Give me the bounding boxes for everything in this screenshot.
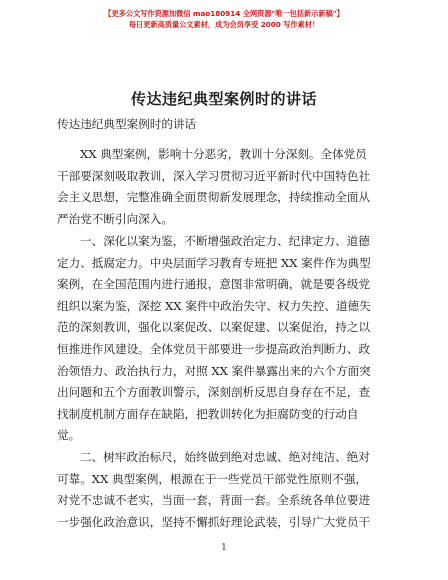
paragraph-line: XX 典型案例，影响十分恶劣，教训十分深刻。全体党员	[80, 147, 367, 161]
body-paragraph-section-2	[57, 447, 391, 533]
paragraph-line: 干部要深刻吸取教训，深入学习贯彻习近平新时代中国特色社	[57, 168, 371, 183]
paragraph-line: 范的深刻教训，强化以案促改、以案促建、以案促治，持之以	[57, 320, 371, 335]
paragraph-line: 二、树牢政治标尺，始终做到绝对忠诚、绝对纯洁、绝对	[80, 450, 370, 464]
paragraph-line: 可靠。XX 典型案例，根源在于一些党员干部党性原则不强，	[57, 471, 368, 486]
paragraph-line: 一、深化以案为鉴，不断增强政治定力、纪律定力、道德	[80, 234, 370, 248]
page-number: 1	[221, 543, 227, 553]
paragraph-line: 对党不忠诚不老实，当面一套，背面一套。全系统各单位要进	[57, 493, 371, 508]
paragraph-line: 出问题和五个方面教训警示，深刻剖析反思自身存在不足，查	[57, 385, 371, 400]
paragraph-line: 找制度机制方面存在缺陷，把教训转化为拒腐防变的行动自	[57, 406, 359, 421]
promo-banner	[0, 8, 448, 30]
paragraph-line: 觉。	[57, 428, 81, 443]
paragraph-line: 会主义思想，完整准确全面贯彻新发展理念，持续推动全面从	[57, 190, 371, 205]
document-title: 传达违纪典型案例时的讲话	[130, 90, 317, 108]
paragraph-line: 恒推进作风建设。全体党员干部要进一步提高政治判断力、政	[57, 341, 371, 356]
paragraph-line: 定力、抵腐定力。中央层面学习教育专班把 XX 案件作为典型	[57, 255, 371, 270]
paragraph-line: 一步强化政治意识，坚持不懈抓好理论武装，引导广大党员干	[57, 514, 371, 529]
promo-banner-line-1: 【更多公文写作资源加微信 mao180914 全网资源"唯一包括新示新稿"】	[104, 9, 344, 18]
paragraph-line: 治领悟力、政治执行力，对照 XX 案件暴露出来的六个方面突	[57, 363, 371, 378]
paragraph-line: 案例，在全国范围内进行通报，意图非常明确，就是要各级党	[57, 277, 371, 292]
promo-banner-line-2: 每日更新高质量公文素材，成为会员享受 2000 写作素材！	[128, 20, 320, 29]
paragraph-line: 组织以案为鉴，深挖 XX 案件中政治失守、权力失控、道德失	[57, 298, 371, 313]
body-paragraph-intro	[57, 144, 391, 230]
body-paragraph-section-1	[57, 231, 391, 447]
document-subtitle: 传达违纪典型案例时的讲话	[57, 117, 197, 131]
paragraph-line: 严治党不断引向深入。	[57, 211, 173, 226]
